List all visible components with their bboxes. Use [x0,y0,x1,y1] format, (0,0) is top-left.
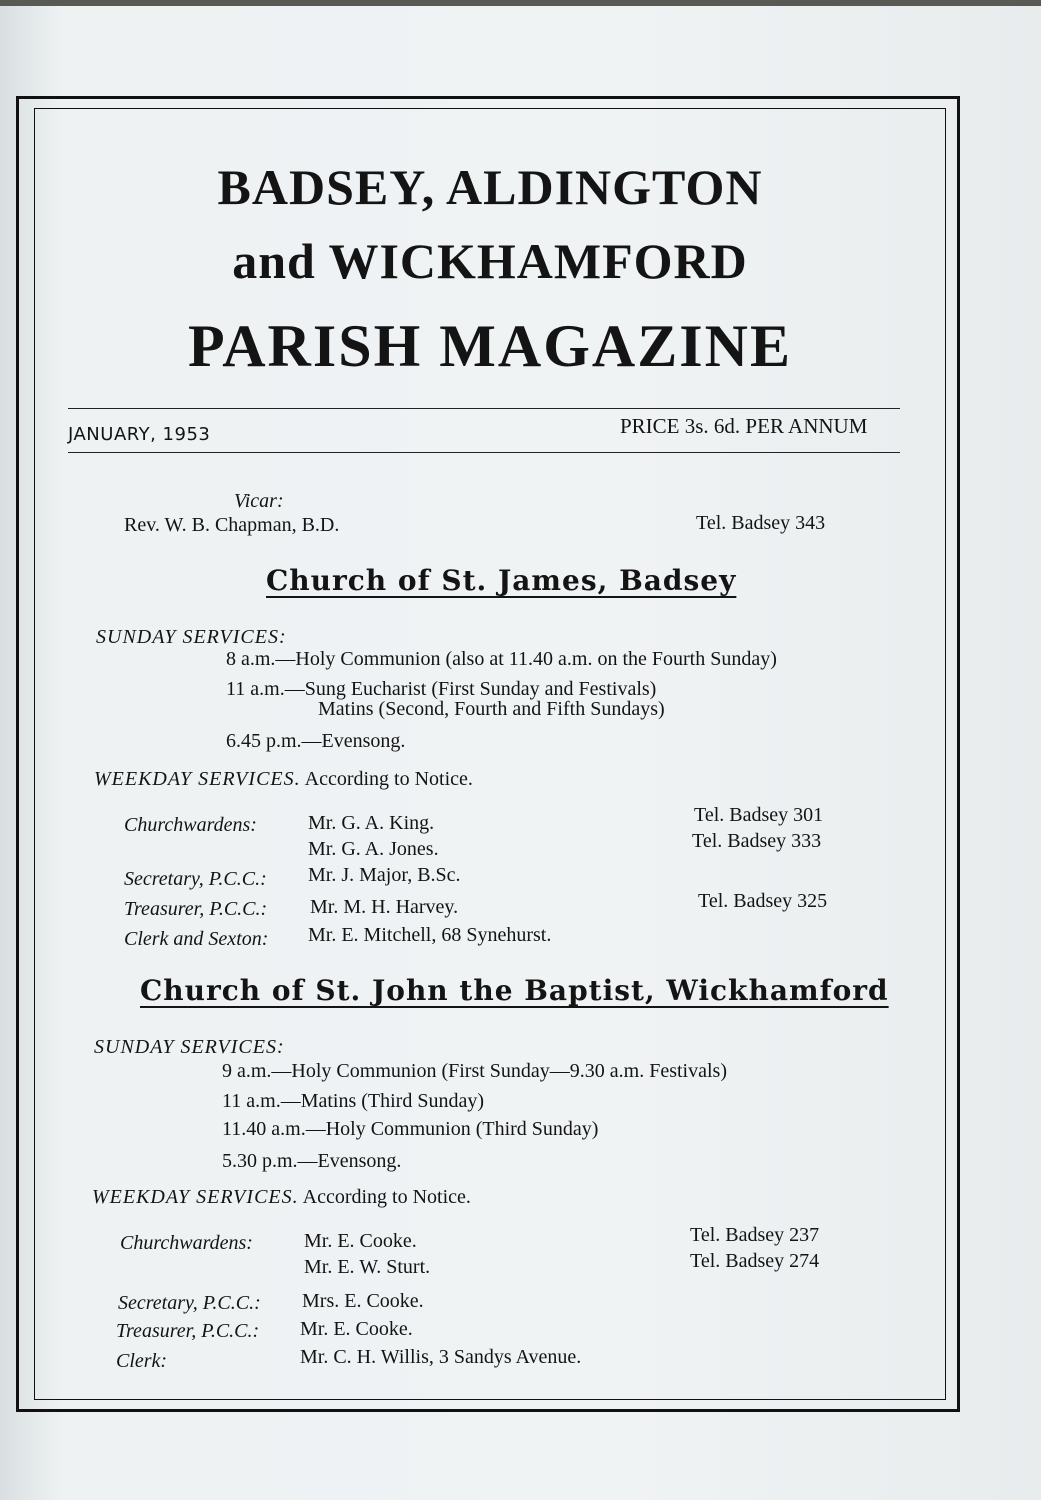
officer-role: Secretary, P.C.C.: [124,868,267,890]
officer-name: Mr. G. A. Jones. [308,838,439,860]
wickhamford-service: 11.40 a.m.—Holy Communion (Third Sunday) [222,1118,599,1140]
officer-name: Mr. E. Cooke. [304,1230,417,1252]
officer-role: Churchwardens: [120,1232,253,1254]
badsey-weekday-line [94,768,473,791]
wickhamford-weekday-note: According to Notice. [302,1186,471,1208]
vicar-label: Vicar: [234,490,284,512]
officer-role: Clerk and Sexton: [124,928,269,950]
badsey-weekday-note: According to Notice. [304,768,473,790]
vicar-name: Rev. W. B. Chapman, B.D. [124,514,340,536]
badsey-church-heading: Church of St. James, Badsey [266,564,737,597]
masthead-title: PARISH MAGAZINE [188,313,792,379]
officer-role: Treasurer, P.C.C.: [124,898,268,920]
officer-tel: Tel. Badsey 301 [694,804,824,826]
badsey-service: Matins (Second, Fourth and Fifth Sundays) [318,698,665,720]
badsey-sunday-heading: SUNDAY SERVICES: [96,626,287,648]
badsey-service: 11 a.m.—Sung Eucharist (First Sunday and Festivals) [226,678,657,700]
officer-name: Mr. E. Cooke. [300,1318,413,1340]
issue-date: JANUARY, 1953 [68,424,211,445]
officer-name: Mr. E. W. Sturt. [304,1256,431,1278]
officer-name: Mr. J. Major, B.Sc. [308,864,461,886]
officer-name: Mr. E. Mitchell, 68 Synehurst. [308,924,552,946]
wickhamford-church-heading: Church of St. John the Baptist, Wickhamford [140,974,889,1007]
officer-role: Clerk: [116,1350,168,1372]
officer-tel: Tel. Badsey 333 [692,830,822,852]
wickhamford-weekday-line [92,1186,471,1209]
vicar-tel: Tel. Badsey 343 [696,512,826,534]
rule-top [68,408,900,409]
officer-role: Secretary, P.C.C.: [118,1292,261,1314]
badsey-service: 8 a.m.—Holy Communion (also at 11.40 a.m. on the Fourth Sunday) [226,648,777,670]
top-edge [0,0,1041,6]
officer-name: Mrs. E. Cooke. [302,1290,424,1312]
masthead-line-1: BADSEY, ALDINGTON [217,159,763,215]
officer-role: Churchwardens: [124,814,257,836]
officer-name: Mr. G. A. King. [308,812,435,834]
officer-tel: Tel. Badsey 237 [690,1224,820,1246]
wickhamford-service: 5.30 p.m.—Evensong. [222,1150,402,1172]
rule-bottom [68,452,900,453]
wickhamford-weekday-heading: WEEKDAY SERVICES. [92,1186,299,1208]
wickhamford-sunday-heading: SUNDAY SERVICES: [94,1036,285,1058]
wickhamford-service: 11 a.m.—Matins (Third Sunday) [222,1090,485,1112]
officer-tel: Tel. Badsey 325 [698,890,828,912]
wickhamford-service: 9 a.m.—Holy Communion (First Sunday—9.30 a.m. Festivals) [222,1060,727,1082]
badsey-service: 6.45 p.m.—Evensong. [226,730,406,752]
masthead-line-2: and WICKHAMFORD [232,233,748,289]
officer-name: Mr. M. H. Harvey. [310,896,459,918]
officer-name: Mr. C. H. Willis, 3 Sandys Avenue. [300,1346,582,1368]
issue-price: PRICE 3s. 6d. PER ANNUM [620,414,868,438]
officer-tel: Tel. Badsey 274 [690,1250,820,1272]
badsey-weekday-heading: WEEKDAY SERVICES. [94,768,301,790]
officer-role: Treasurer, P.C.C.: [116,1320,260,1342]
